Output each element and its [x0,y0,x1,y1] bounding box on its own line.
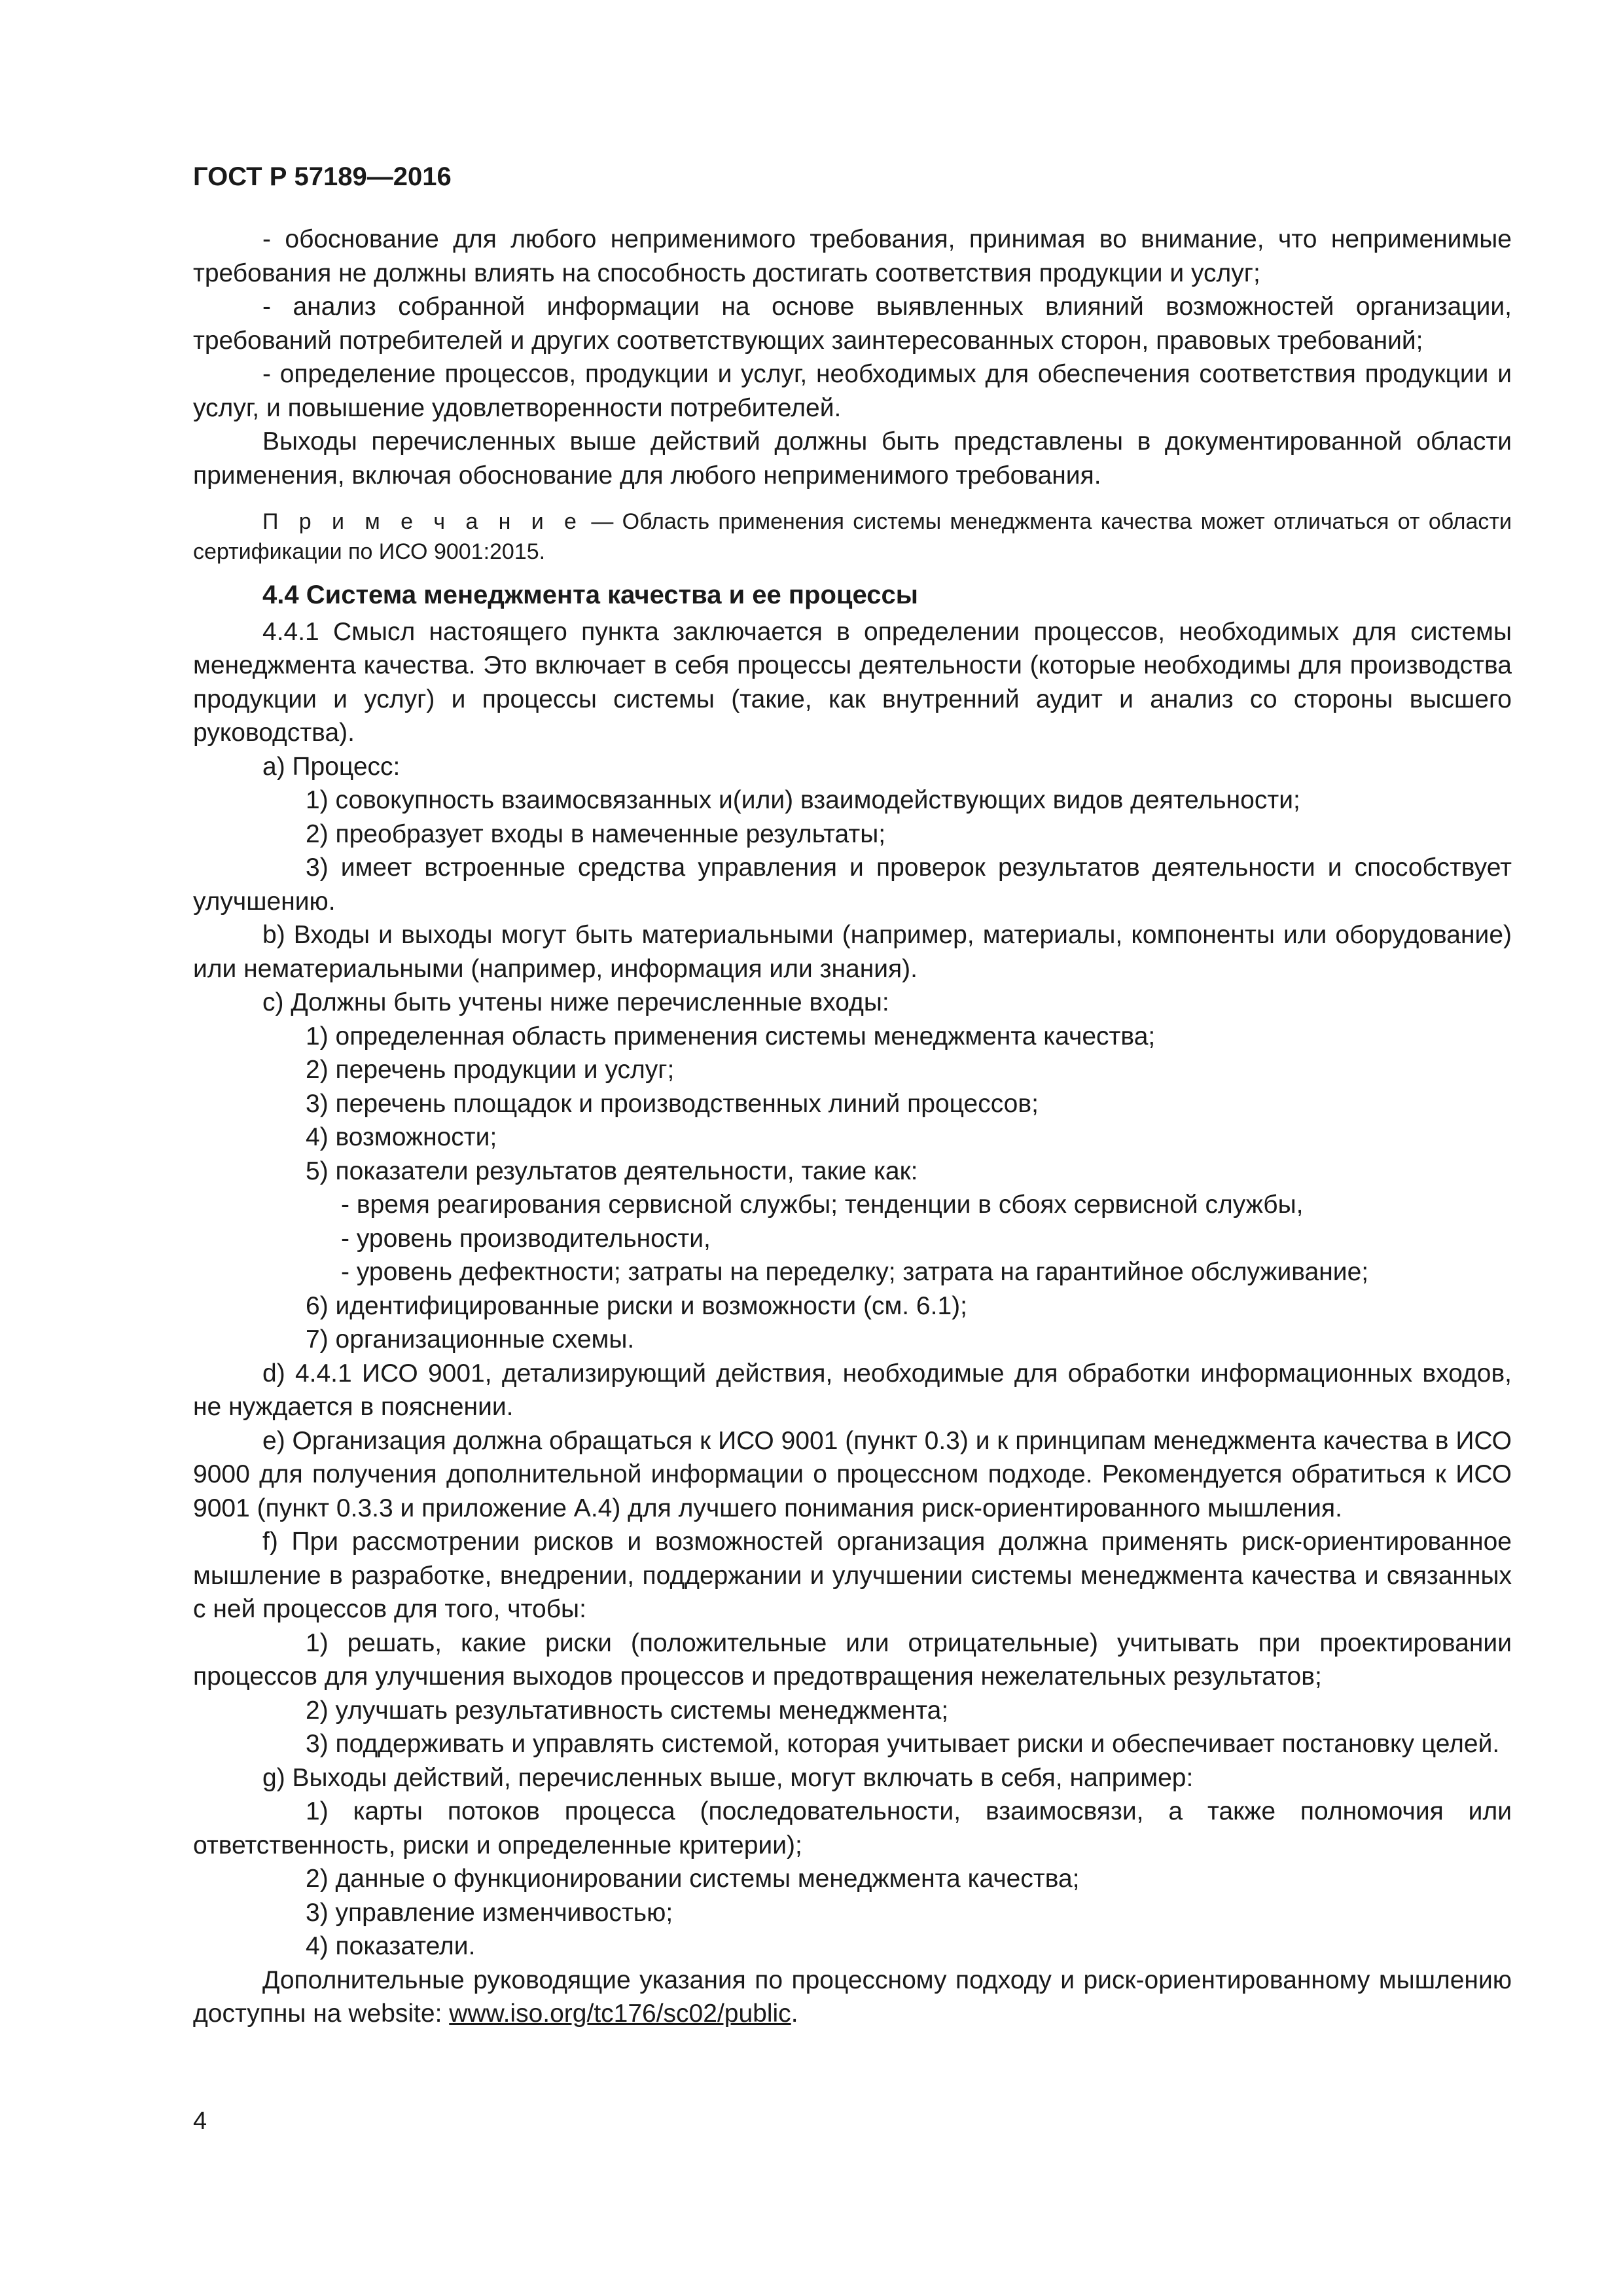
item-b: b) Входы и выходы могут быть материальными (например, материалы, компоненты или оборудование) или нематериальными (например, информация или знания). [193,921,1512,983]
final-text: Дополнительные руководящие указания по процессному подходу и риск-ориентированному мышлению доступны на website: [193,1965,1512,2028]
section-title: 4.4 Система менеджмента качества и ее процессы [262,581,918,609]
item-g-3: 3) управление изменчивостью; [306,1898,673,1927]
item-d: d) 4.4.1 ИСО 9001, детализирующий действия, необходимые для обработки информационных входов, не нуждается в пояснении. [193,1359,1512,1421]
document-page [193,157,1512,2031]
item-c-6: 6) идентифицированные риски и возможности (см. 6.1); [306,1291,967,1320]
intro-paragraph: Выходы перечисленных выше действий должны быть представлены в документированной области применения, включая обоснование для любого неприменимого требования. [193,427,1512,490]
item-c-7: 7) организационные схемы. [306,1325,635,1354]
item-g-1: 1) карты потоков процесса (последовательности, взаимосвязи, а также полномочия или ответственность, риски и определенные критерии); [193,1797,1512,1859]
item-a-2: 2) преобразует входы в намеченные результаты; [306,819,886,848]
item-c-2: 2) перечень продукции и услуг; [306,1056,675,1084]
iso-website-link[interactable]: www.iso.org/tc176/sc02/public [449,2000,791,2028]
page-number: 4 [193,2108,207,2135]
document-header: ГОСТ Р 57189—2016 [193,162,452,191]
item-f-3: 3) поддерживать и управлять системой, которая учитывает риски и обеспечивает постановку целей. [306,1730,1500,1758]
item-a-3: 3) имеет встроенные средства управления и проверок результатов деятельности и способствует улучшению. [193,853,1512,916]
note-paragraph [193,507,1512,567]
item-c-4: 4) возможности; [306,1123,497,1151]
item-g-2: 2) данные о функционировании системы менеджмента качества; [306,1865,1080,1893]
item-a: a) Процесс: [262,752,401,781]
item-f-1: 1) решать, какие риски (положительные или отрицательные) учитывать при проектировании процессов для улучшения выходов процессов и предотвращения нежелательных результатов; [193,1628,1512,1691]
item-c-3: 3) перечень площадок и производственных линий процессов; [306,1089,1039,1118]
intro-bullet-1: - обоснование для любого неприменимого требования, принимая во внимание, что неприменимые требования не должны влиять на способность достигать соответствия продукции и услуг; [193,225,1512,287]
note-text: — Область применения системы менеджмента качества может отличаться от области сертификации по ИСО 9001:2015. [193,509,1512,564]
final-period: . [791,2000,798,2028]
intro-bullet-3: - определение процессов, продукции и услуг, необходимых для обеспечения соответствия продукции и услуг, и повышение удовлетворенности потребителей. [193,360,1512,422]
item-c-5: 5) показатели результатов деятельности, такие как: [306,1157,918,1185]
item-c-5-dash-1: - время реагирования сервисной службы; тенденции в сбоях сервисной службы, [341,1191,1304,1219]
item-c-1: 1) определенная область применения системы менеджмента качества; [306,1022,1156,1050]
paragraph-4-4-1: 4.4.1 Смысл настоящего пункта заключается в определении процессов, необходимых для системы менеджмента качества. Это включает в себя процессы деятельности (которые необходимы для производства продукции и услуг) и процессы системы (такие, как внутренний аудит и анализ со стороны высшего руководства). [193,617,1512,747]
note-label: П р и м е ч а н и е [262,509,582,534]
item-f-2: 2) улучшать результативность системы менеджмента; [306,1696,949,1725]
intro-bullet-2: - анализ собранной информации на основе выявленных влияний возможностей организации, требований потребителей и других соответствующих заинтересованных сторон, правовых требований; [193,293,1512,355]
item-c-5-dash-2: - уровень производительности, [341,1224,711,1253]
item-e: e) Организация должна обращаться к ИСО 9001 (пункт 0.3) и к принципам менеджмента качества в ИСО 9000 для получения дополнительной информации о процессном подходе. Рекомендуется обратиться к ИСО 9001 (пункт 0.3.3 и приложение А.4) для лучшего понимания риск-ориентированного мышления. [193,1426,1512,1522]
item-a-1: 1) совокупность взаимосвязанных и(или) взаимодействующих видов деятельности; [306,786,1300,814]
item-c-5-dash-3: - уровень дефектности; затраты на переделку; затрата на гарантийное обслуживание; [341,1258,1369,1286]
item-c: c) Должны быть учтены ниже перечисленные входы: [262,988,889,1016]
item-g: g) Выходы действий, перечисленных выше, могут включать в себя, например: [262,1763,1194,1792]
item-f: f) При рассмотрении рисков и возможностей организация должна применять риск-ориентированное мышление в разработке, внедрении, поддержании и улучшении системы менеджмента качества и связанных с ней процессов для того, чтобы: [193,1528,1512,1623]
final-paragraph [193,1964,1512,2031]
item-g-4: 4) показатели. [306,1932,476,1960]
